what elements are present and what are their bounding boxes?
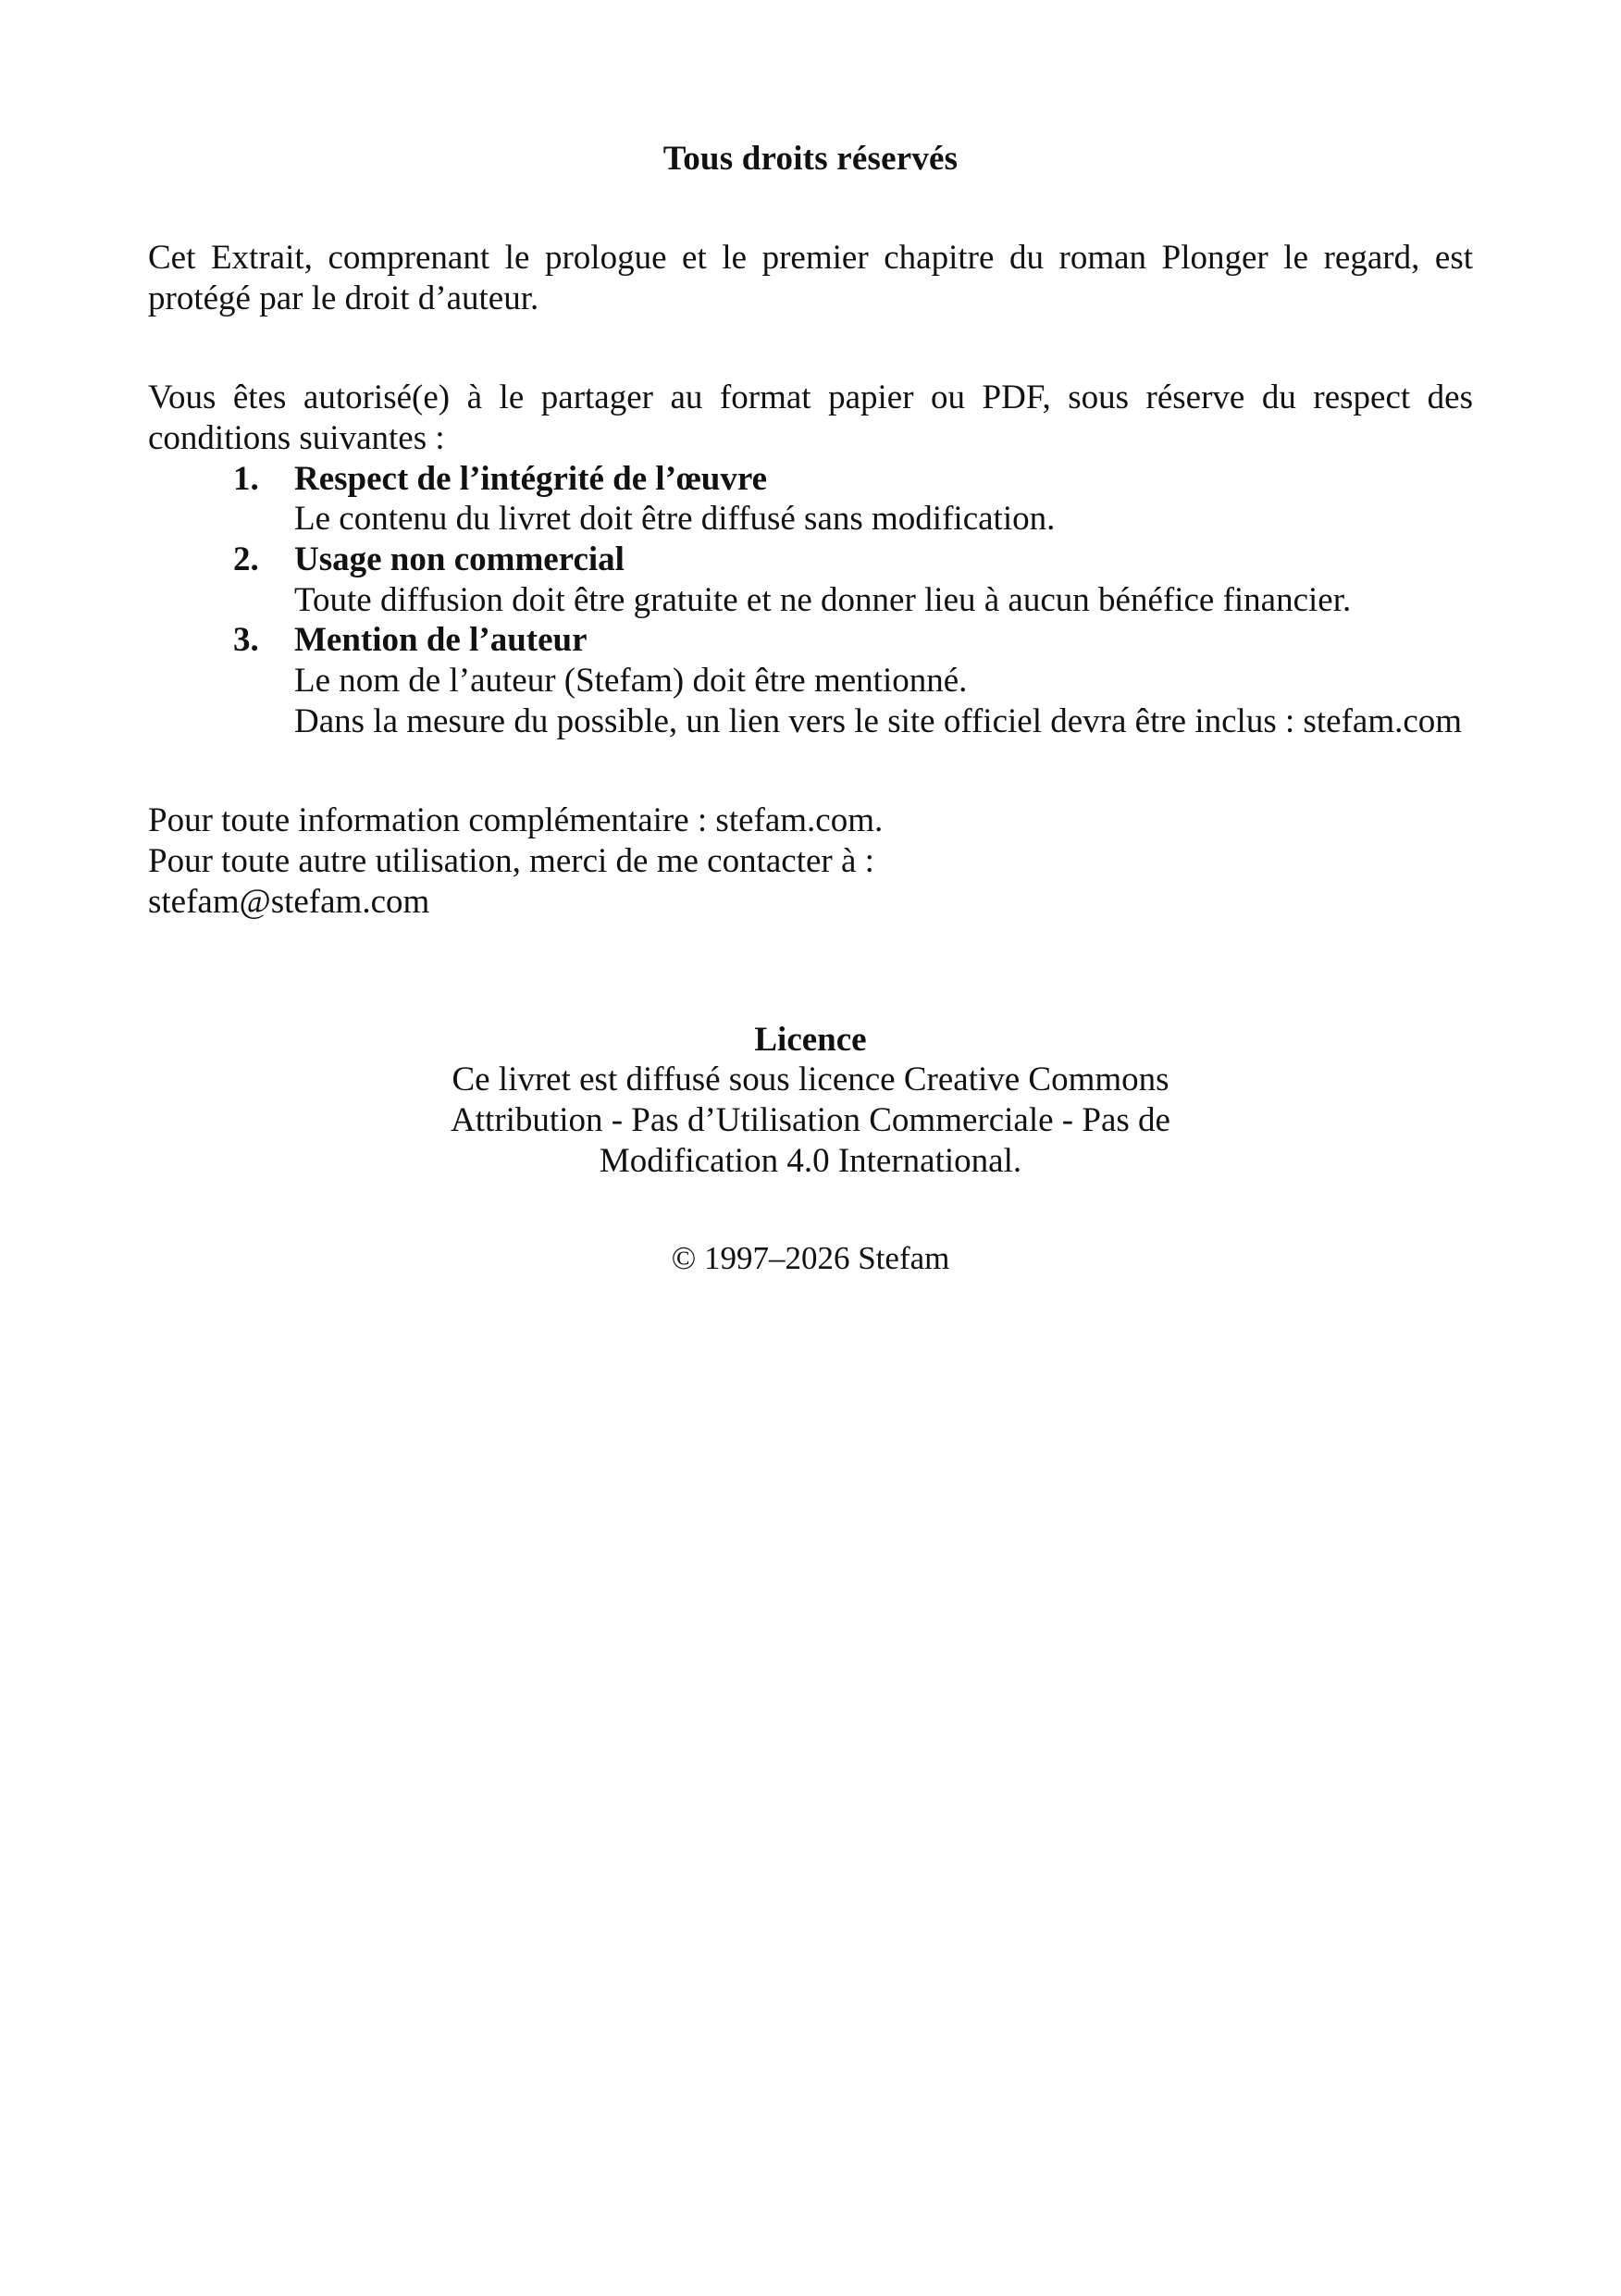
licence-line-3: Modification 4.0 International. bbox=[599, 1141, 1022, 1180]
spacer bbox=[148, 1181, 1473, 1240]
list-item bbox=[148, 540, 1473, 620]
top-spacer bbox=[148, 0, 1473, 139]
spacer bbox=[148, 741, 1473, 800]
permission-paragraph: Vous êtes autorisé(e) à le partager au format papier ou PDF, sous réserve du respect des conditions suivantes : bbox=[148, 379, 1473, 457]
condition-number-1: 1. bbox=[233, 459, 259, 498]
spacer bbox=[148, 981, 1473, 1020]
condition-body-3-line-2: Dans la mesure du possible, un lien vers le site officiel devra être inclus : stefam.com bbox=[294, 701, 1463, 740]
condition-number-2: 2. bbox=[233, 540, 259, 578]
page-title: Tous droits réservés bbox=[662, 140, 959, 178]
condition-heading-text-3: Mention de l’auteur bbox=[294, 621, 588, 660]
conditions-list bbox=[148, 459, 1473, 742]
condition-heading-text-2: Usage non commercial bbox=[294, 540, 625, 578]
condition-heading-3 bbox=[148, 620, 1473, 661]
contact-email: stefam@stefam.com bbox=[148, 882, 430, 921]
copyright-line: © 1997–2026 Stefam bbox=[671, 1240, 950, 1277]
condition-body-2: Toute diffusion doit être gratuite et ne donner lieu à aucun bénéfice financier. bbox=[294, 580, 1352, 619]
spacer bbox=[148, 922, 1473, 981]
condition-heading-2 bbox=[148, 540, 1473, 580]
licence-line-2: Attribution - Pas d’Utilisation Commerciale - Pas de bbox=[451, 1100, 1170, 1139]
condition-body-1 bbox=[148, 499, 1473, 540]
contact-other-use-line: Pour toute autre utilisation, merci de me contacter à : bbox=[148, 841, 874, 880]
condition-number-3: 3. bbox=[233, 621, 259, 660]
licence-line-1: Ce livret est diffusé sous licence Creative Commons bbox=[452, 1061, 1169, 1099]
licence-title: Licence bbox=[754, 1021, 867, 1060]
condition-heading-text-1: Respect de l’intégrité de l’œuvre bbox=[294, 459, 768, 498]
list-item bbox=[148, 620, 1473, 741]
list-item bbox=[148, 459, 1473, 540]
contact-info-line: Pour toute information complémentaire : stefam.com. bbox=[148, 801, 884, 840]
intro-paragraph: Cet Extrait, comprenant le prologue et le premier chapitre du roman Plonger le regard, est protégé par le droit d’auteur. bbox=[148, 239, 1473, 317]
condition-heading-1 bbox=[148, 459, 1473, 500]
condition-body-text-1: Le contenu du livret doit être diffusé sans modification. bbox=[294, 500, 1056, 539]
condition-body-3-line-1: Le nom de l’auteur (Stefam) doit être mentionné. bbox=[294, 661, 968, 700]
spacer bbox=[148, 179, 1473, 238]
spacer bbox=[148, 318, 1473, 378]
